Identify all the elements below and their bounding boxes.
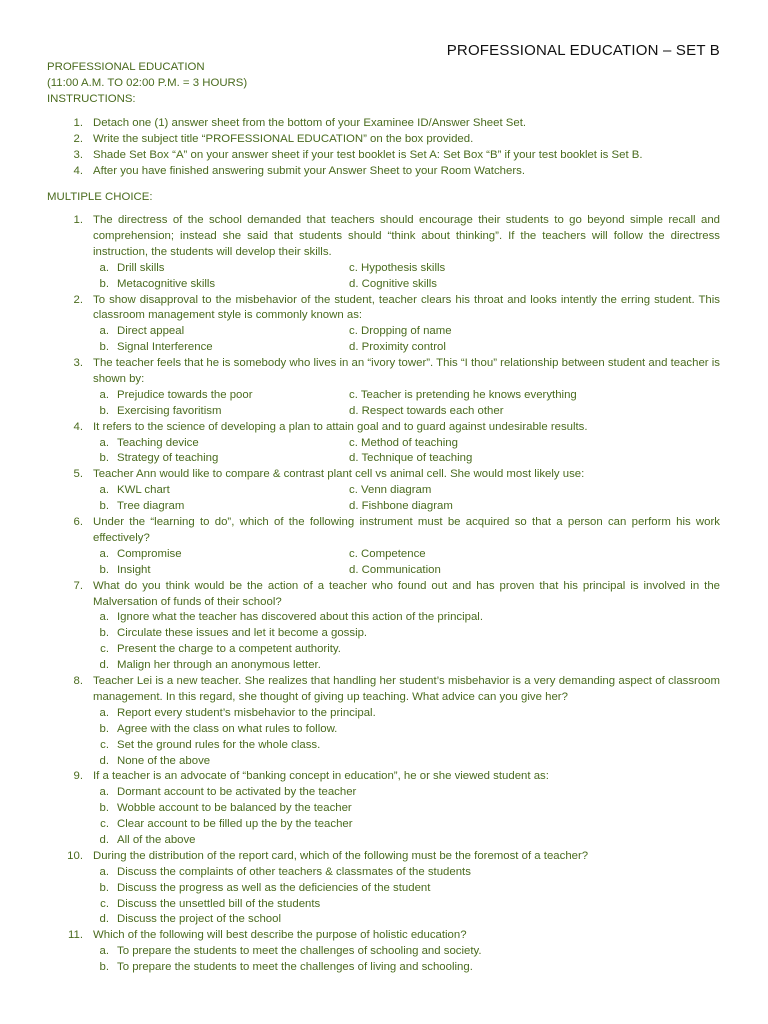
instruction-text: After you have finished answering submit your Answer Sheet to your Room Watchers. xyxy=(93,164,525,177)
option-spacer xyxy=(47,738,93,754)
question-number: 10. xyxy=(67,849,83,862)
option-spacer xyxy=(47,610,93,626)
question-item xyxy=(47,928,720,976)
question-item xyxy=(47,356,720,420)
option-letter: d. xyxy=(99,833,109,846)
option-letter: b. xyxy=(99,277,109,290)
question-stem xyxy=(47,356,720,388)
option-spacer xyxy=(47,801,93,817)
option-letter: b. xyxy=(99,722,109,735)
instructions-list xyxy=(47,116,720,180)
option-letter: a. xyxy=(99,261,109,274)
option-spacer xyxy=(47,340,93,356)
question-stem xyxy=(47,674,720,706)
option-letter: b. xyxy=(99,404,109,417)
option-letter: a. xyxy=(99,706,109,719)
instruction-text: Shade Set Box “A” on your answer sheet if your test booklet is Set A: Set Box “B” if your test booklet is Set B. xyxy=(93,148,643,161)
option-text: Prejudice towards the poor xyxy=(117,388,253,401)
question-number: 2. xyxy=(73,293,83,306)
option-text: d. Technique of teaching xyxy=(349,452,473,465)
option-letter: b. xyxy=(99,500,109,513)
option-text: d. Communication xyxy=(349,563,441,576)
question-text: The directress of the school demanded that teachers should encourage their students to go beyond simple recall and comprehension; instead she said that students should “think about thinking”. If the teachers will follow the directress instruction, the students will develop their skills. xyxy=(93,214,720,258)
option-text: d. Fishbone diagram xyxy=(349,500,453,513)
option-letter: b. xyxy=(99,563,109,576)
option-spacer xyxy=(47,404,93,420)
question-item xyxy=(47,467,720,515)
option-text: Exercising favoritism xyxy=(117,404,222,417)
option-spacer xyxy=(47,960,93,976)
option-letter: b. xyxy=(99,452,109,465)
option-text: c. Venn diagram xyxy=(349,484,432,497)
question-number: 5. xyxy=(73,468,83,481)
option-text: Circulate these issues and let it become a gossip. xyxy=(117,627,368,640)
option-letter: a. xyxy=(99,786,109,799)
question-item xyxy=(47,849,720,928)
option-text: To prepare the students to meet the challenges of living and schooling. xyxy=(117,961,473,974)
option-text: Strategy of teaching xyxy=(117,452,219,465)
option-text: Discuss the progress as well as the deficiencies of the student xyxy=(117,881,431,894)
option-spacer xyxy=(47,388,93,404)
option-spacer xyxy=(47,897,93,913)
option-letter: c. xyxy=(100,643,109,656)
option-spacer xyxy=(47,547,93,563)
option-spacer xyxy=(47,785,93,801)
option-letter: a. xyxy=(99,611,109,624)
option-text: Compromise xyxy=(117,547,182,560)
option-letter: d. xyxy=(99,913,109,926)
option-letter: a. xyxy=(99,388,109,401)
question-text: It refers to the science of developing a plan to attain goal and to guard against undesirable results. xyxy=(93,420,588,433)
instruction-number: 4. xyxy=(73,164,83,177)
option-letter: d. xyxy=(99,659,109,672)
question-text: During the distribution of the report card, which of the following must be the foremost of a teacher? xyxy=(93,849,589,862)
question-number: 6. xyxy=(73,516,83,529)
question-number: 9. xyxy=(73,770,83,783)
question-text: Which of the following will best describe the purpose of holistic education? xyxy=(93,929,467,942)
option-spacer xyxy=(47,722,93,738)
option-spacer xyxy=(47,817,93,833)
option-letter: c. xyxy=(100,897,109,910)
options-list xyxy=(47,944,720,976)
option-spacer xyxy=(47,277,93,293)
option-spacer xyxy=(47,451,93,467)
question-text: To show disapproval to the misbehavior of the student, teacher clears his throat and looks intently the erring student. This classroom management style is commonly known as: xyxy=(93,293,720,322)
instruction-item xyxy=(47,148,720,164)
question-text: If a teacher is an advocate of “banking concept in education”, he or she viewed student as: xyxy=(93,770,549,783)
instruction-text: Write the subject title “PROFESSIONAL EDUCATION” on the box provided. xyxy=(93,132,474,145)
option-spacer xyxy=(47,642,93,658)
option-text: Set the ground rules for the whole class. xyxy=(117,738,321,751)
question-number: 11. xyxy=(68,929,83,942)
option-letter: a. xyxy=(99,945,109,958)
options-list xyxy=(47,610,720,674)
option-text: Insight xyxy=(117,563,151,576)
option-text: Drill skills xyxy=(117,261,165,274)
option-letter: a. xyxy=(99,865,109,878)
question-number: 7. xyxy=(73,579,83,592)
question-text: The teacher feels that he is somebody who lives in an “ivory tower”. This “I thou” relationship between student and teacher is shown by: xyxy=(93,357,720,385)
question-item xyxy=(47,420,720,468)
instruction-item xyxy=(47,164,720,180)
question-item xyxy=(47,579,720,674)
option-text: Malign her through an anonymous letter. xyxy=(117,659,321,672)
question-stem xyxy=(47,293,720,325)
option-text: None of the above xyxy=(117,754,211,767)
option-text: Discuss the complaints of other teachers & classmates of the students xyxy=(117,865,471,878)
question-item xyxy=(47,293,720,357)
question-item xyxy=(47,674,720,769)
option-spacer xyxy=(47,865,93,881)
option-spacer xyxy=(47,912,93,928)
question-stem xyxy=(47,769,720,785)
question-stem xyxy=(47,928,720,944)
question-text: What do you think would be the action of a teacher who found out and has proven that his principal is involved in the Malversation of funds of their school? xyxy=(93,579,720,608)
option-spacer xyxy=(47,626,93,642)
option-spacer xyxy=(47,324,93,340)
question-stem xyxy=(47,515,720,547)
question-item xyxy=(47,769,720,848)
option-letter: d. xyxy=(99,754,109,767)
instruction-number: 1. xyxy=(73,117,83,129)
option-spacer xyxy=(47,499,93,515)
option-letter: b. xyxy=(99,627,109,640)
exam-header xyxy=(47,60,247,108)
option-letter: a. xyxy=(99,484,109,497)
option-letter: b. xyxy=(99,802,109,815)
options-grid xyxy=(47,547,720,579)
option-text: Direct appeal xyxy=(117,325,185,338)
option-text: d. Proximity control xyxy=(349,341,446,354)
option-text: c. Teacher is pretending he knows everything xyxy=(349,388,577,401)
question-number: 1. xyxy=(73,214,83,226)
option-text: KWL chart xyxy=(117,484,170,497)
option-letter: c. xyxy=(100,738,109,751)
instruction-item xyxy=(47,116,720,132)
option-text: Clear account to be filled up the by the teacher xyxy=(117,818,353,831)
question-number: 3. xyxy=(73,357,83,370)
option-text: Wobble account to be balanced by the teacher xyxy=(117,802,352,815)
question-text: Teacher Ann would like to compare & contrast plant cell vs animal cell. She would most likely use: xyxy=(93,468,585,481)
subject-line: PROFESSIONAL EDUCATION xyxy=(47,61,205,73)
instructions-heading: INSTRUCTIONS: xyxy=(47,92,136,105)
options-grid xyxy=(47,436,720,468)
question-stem xyxy=(47,467,720,483)
option-text: Discuss the project of the school xyxy=(117,913,281,926)
option-spacer xyxy=(47,563,93,579)
option-letter: b. xyxy=(99,341,109,354)
option-text: Signal Interference xyxy=(117,341,213,354)
instruction-text: Detach one (1) answer sheet from the bottom of your Examinee ID/Answer Sheet Set. xyxy=(93,117,527,129)
option-text: Tree diagram xyxy=(117,500,185,513)
option-text: Discuss the unsettled bill of the students xyxy=(117,897,321,910)
instruction-item xyxy=(47,132,720,148)
time-line: (11:00 A.M. TO 02:00 P.M. = 3 HOURS) xyxy=(47,76,248,89)
question-text: Teacher Lei is a new teacher. She realizes that handling her student’s misbehavior is a very demanding aspect of classroom management. In this regard, she thought of giving up teaching. What advice can you give her? xyxy=(93,675,720,703)
option-text: To prepare the students to meet the challenges of schooling and society. xyxy=(117,945,482,958)
document-title: PROFESSIONAL EDUCATION – SET B xyxy=(446,42,720,59)
question-item xyxy=(47,515,720,579)
option-text: c. Competence xyxy=(349,547,426,560)
option-text: d. Cognitive skills xyxy=(349,277,437,290)
option-text: Ignore what the teacher has discovered about this action of the principal. xyxy=(117,611,483,624)
option-text: Dormant account to be activated by the teacher xyxy=(117,786,357,799)
option-text: Teaching device xyxy=(117,436,199,449)
option-spacer xyxy=(47,706,93,722)
option-spacer xyxy=(47,944,93,960)
options-grid xyxy=(47,483,720,515)
option-spacer xyxy=(47,658,93,674)
option-letter: c. xyxy=(100,818,109,831)
option-letter: b. xyxy=(99,961,109,974)
options-grid xyxy=(47,324,720,356)
question-stem xyxy=(47,420,720,436)
instruction-number: 3. xyxy=(73,148,83,161)
question-stem xyxy=(47,849,720,865)
option-text: Report every student’s misbehavior to the principal. xyxy=(117,706,376,719)
option-spacer xyxy=(47,833,93,849)
question-stem xyxy=(47,213,720,261)
option-text: Agree with the class on what rules to follow. xyxy=(117,722,338,735)
option-text: c. Hypothesis skills xyxy=(349,261,446,274)
question-number: 4. xyxy=(73,420,83,433)
options-grid xyxy=(47,261,720,293)
option-letter: b. xyxy=(99,881,109,894)
option-text: Metacognitive skills xyxy=(117,277,216,290)
question-text: Under the “learning to do”, which of the following instrument must be acquired so that a person can perform his work effectively? xyxy=(93,516,720,544)
option-text: d. Respect towards each other xyxy=(349,404,504,417)
question-item xyxy=(47,213,720,293)
options-list xyxy=(47,785,720,849)
option-letter: a. xyxy=(99,436,109,449)
question-stem xyxy=(47,579,720,611)
option-spacer xyxy=(47,436,93,452)
option-text: c. Method of teaching xyxy=(349,436,458,449)
option-text: All of the above xyxy=(117,833,196,846)
option-text: Present the charge to a competent authority. xyxy=(117,643,341,656)
option-text: c. Dropping of name xyxy=(349,325,452,338)
option-letter: a. xyxy=(99,547,109,560)
option-spacer xyxy=(47,261,93,277)
questions-list xyxy=(47,213,720,976)
option-letter: a. xyxy=(99,325,109,338)
option-spacer xyxy=(47,483,93,499)
option-spacer xyxy=(47,881,93,897)
options-grid xyxy=(47,388,720,420)
instruction-number: 2. xyxy=(73,132,83,145)
options-list xyxy=(47,706,720,770)
options-list xyxy=(47,865,720,929)
multiple-choice-heading: MULTIPLE CHOICE: xyxy=(47,191,153,203)
question-number: 8. xyxy=(73,675,83,688)
option-spacer xyxy=(47,754,93,770)
